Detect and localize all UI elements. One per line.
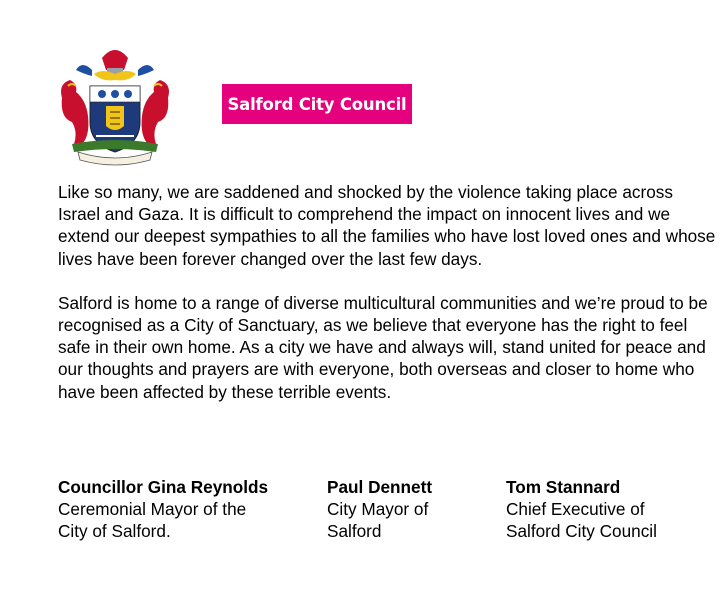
council-logo-text: Salford City Council	[227, 94, 407, 114]
coat-of-arms-icon	[52, 40, 178, 168]
signatory-role: Ceremonial Mayor of the	[58, 499, 247, 519]
signatory-name: Paul Dennett	[327, 477, 433, 497]
signatory-role: City of Salford.	[58, 521, 171, 541]
signatory-role: Chief Executive of	[506, 499, 645, 519]
signatory-block	[58, 476, 298, 542]
council-logo	[222, 84, 412, 124]
signatory-name: Councillor Gina Reynolds	[58, 477, 269, 497]
signatory-role: Salford City Council	[506, 521, 657, 541]
signatory-block	[327, 476, 477, 542]
signatory-name: Tom Stannard	[506, 477, 621, 497]
statement-paragraph: Salford is home to a range of diverse multicultural communities and we’re proud to be recognised as a City of Sanctuary, as we believe that everyone has the right to feel safe in their own home. As a city we have and always will, stand united for peace and our thoughts and prayers are with everyone, both overseas and closer to home who have been affected by these terrible events.	[58, 292, 708, 402]
signatory-role: Salford	[327, 521, 382, 541]
statement-paragraph: Like so many, we are saddened and shocked by the violence taking place across Israel and Gaza. It is difficult to comprehend the impact on innocent lives and we extend our deepest sympathies to all the families who have lost loved ones and whose lives have been forever changed over the last few days.	[58, 182, 716, 269]
signatory-role: City Mayor of	[327, 499, 429, 519]
statement-body	[58, 181, 718, 403]
signatory-block	[506, 476, 706, 542]
